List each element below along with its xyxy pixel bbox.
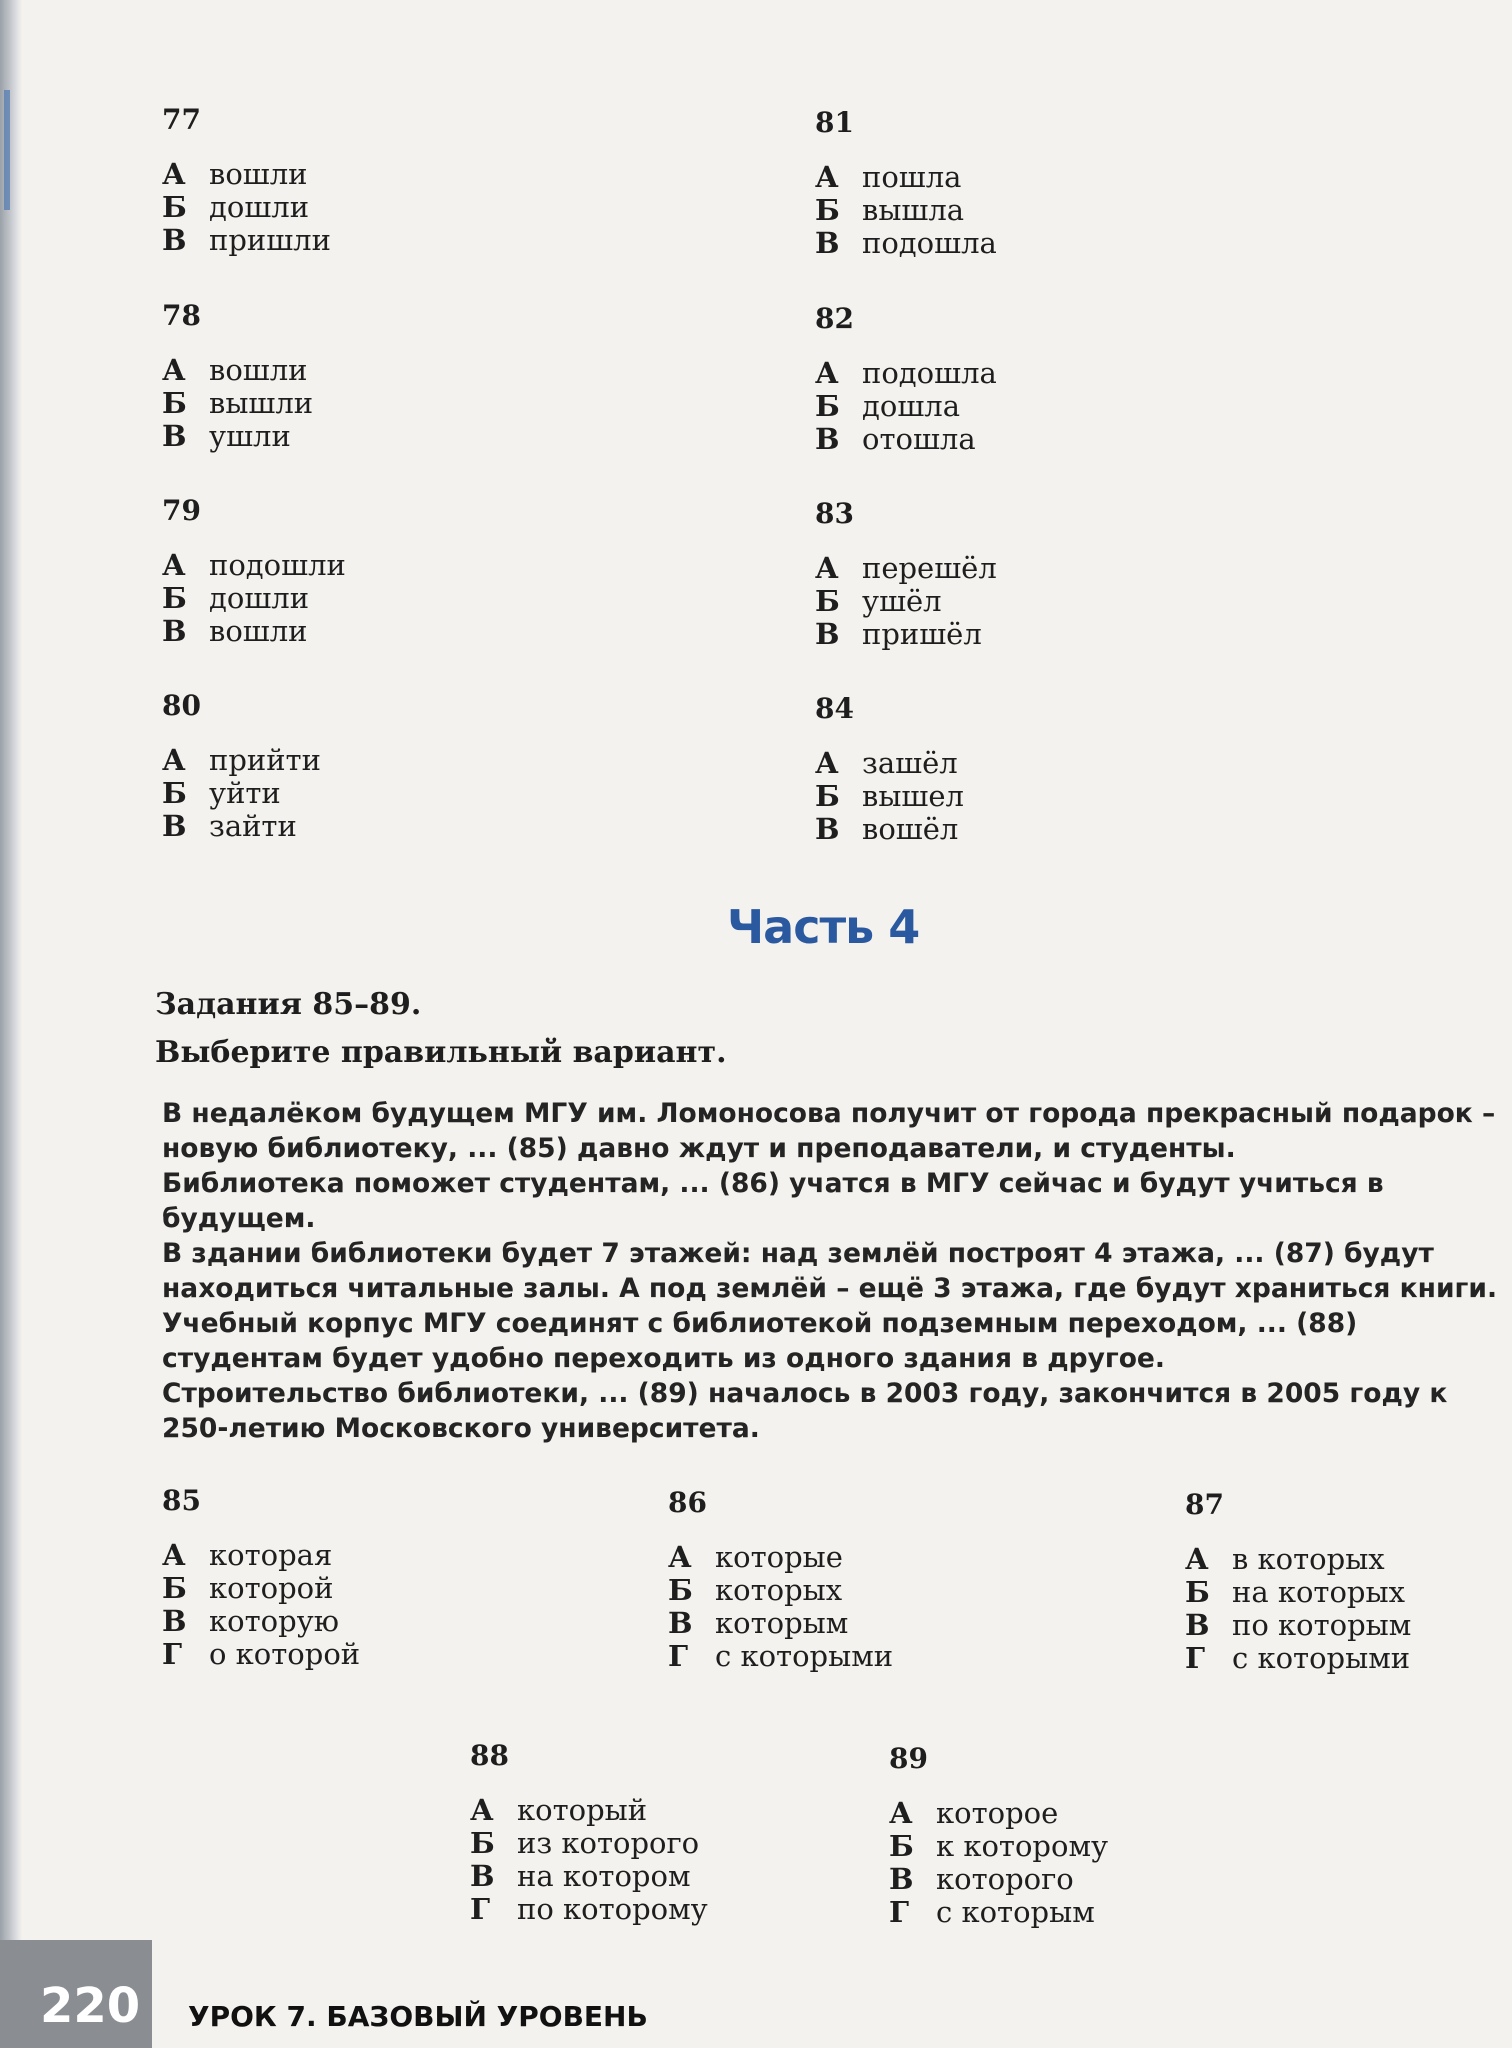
question-80 xyxy=(162,689,321,843)
option-letter: В xyxy=(162,419,187,453)
page-number: 220 xyxy=(40,1978,141,2034)
option-text: ушёл xyxy=(862,584,942,618)
question-number: 82 xyxy=(815,302,854,335)
option-letter: Б xyxy=(162,386,187,420)
option-text: которое xyxy=(936,1796,1059,1830)
option-letter: Б xyxy=(470,1826,495,1860)
section-heading xyxy=(155,981,727,1077)
answer-option[interactable] xyxy=(162,420,313,453)
answer-option[interactable] xyxy=(889,1830,1108,1863)
answer-option[interactable] xyxy=(815,618,997,651)
passage-paragraph: В здании библиотеки будет 7 этажей: над землёй построят 4 этажа, ... (87) будут находиться читальные залы. А под землёй – ещё 3 этажа, где будут храниться книги. xyxy=(162,1238,1498,1304)
answer-option[interactable] xyxy=(815,357,997,390)
option-text: на котором xyxy=(517,1859,691,1893)
question-84 xyxy=(815,692,964,846)
option-text: вошли xyxy=(209,353,308,387)
option-text: по которым xyxy=(1232,1608,1412,1642)
reading-passage xyxy=(162,1096,1502,1446)
option-text: к которому xyxy=(936,1829,1109,1863)
question-88 xyxy=(470,1739,708,1926)
option-letter: А xyxy=(815,356,839,390)
option-letter: В xyxy=(162,223,187,257)
answer-option[interactable] xyxy=(815,227,997,260)
answer-option[interactable] xyxy=(1185,1609,1411,1642)
answer-option[interactable] xyxy=(470,1794,708,1827)
option-text: о которой xyxy=(209,1637,361,1671)
option-text: пришёл xyxy=(862,617,982,651)
question-79 xyxy=(162,494,346,648)
option-letter: А xyxy=(815,746,839,780)
option-letter: А xyxy=(668,1540,692,1574)
option-letter: В xyxy=(815,617,840,651)
question-82 xyxy=(815,302,997,456)
option-text: на которых xyxy=(1232,1575,1405,1609)
option-letter: Б xyxy=(162,581,187,615)
option-letter: А xyxy=(470,1793,494,1827)
option-text: которых xyxy=(715,1573,843,1607)
option-letter: А xyxy=(889,1796,913,1830)
question-78 xyxy=(162,299,313,453)
option-text: зашёл xyxy=(862,746,958,780)
option-text: которой xyxy=(209,1571,334,1605)
option-letter: Б xyxy=(668,1573,693,1607)
answer-option[interactable] xyxy=(162,1539,360,1572)
answer-option[interactable] xyxy=(162,582,346,615)
question-87 xyxy=(1185,1488,1411,1675)
option-letter: А xyxy=(162,157,186,191)
option-letter: В xyxy=(162,809,187,843)
option-letter: В xyxy=(815,812,840,846)
answer-option[interactable] xyxy=(470,1893,708,1926)
option-letter: А xyxy=(815,160,839,194)
question-77 xyxy=(162,103,331,257)
option-letter: Б xyxy=(889,1829,914,1863)
passage-paragraph: В недалёком будущем МГУ им. Ломоносова получит от города прекрасный подарок – новую библиотеку, ... (85) давно ждут и преподаватели, и студенты. xyxy=(162,1098,1496,1164)
answer-option[interactable] xyxy=(1185,1642,1411,1675)
option-letter: Б xyxy=(162,1571,187,1605)
option-text: с которыми xyxy=(715,1639,894,1673)
answer-option[interactable] xyxy=(162,810,321,843)
option-text: дошла xyxy=(862,389,960,423)
option-letter: Г xyxy=(889,1895,910,1929)
option-letter: Б xyxy=(815,779,840,813)
answer-option[interactable] xyxy=(470,1827,708,1860)
option-letter: В xyxy=(815,226,840,260)
option-text: пришли xyxy=(209,223,331,257)
answer-option[interactable] xyxy=(470,1860,708,1893)
option-letter: Б xyxy=(162,776,187,810)
question-number: 85 xyxy=(162,1484,201,1517)
option-letter: А xyxy=(162,1538,186,1572)
passage-paragraph: Строительство библиотеки, ... (89) началось в 2003 году, закончится в 2005 году к 250-летию Московского университета. xyxy=(162,1378,1448,1444)
passage-paragraph: Библиотека поможет студентам, ... (86) учатся в МГУ сейчас и будут учиться в будущем. xyxy=(162,1168,1384,1234)
option-letter: Г xyxy=(470,1892,491,1926)
option-text: перешёл xyxy=(862,551,997,585)
question-number: 79 xyxy=(162,494,201,527)
option-text: пошла xyxy=(862,160,962,194)
answer-option[interactable] xyxy=(162,744,321,777)
option-letter: Б xyxy=(815,389,840,423)
option-text: которого xyxy=(936,1862,1074,1896)
question-85 xyxy=(162,1484,360,1671)
option-text: подошла xyxy=(862,226,997,260)
question-number: 87 xyxy=(1185,1488,1224,1521)
answer-option[interactable] xyxy=(162,387,313,420)
answer-option[interactable] xyxy=(668,1640,893,1673)
option-text: с которыми xyxy=(1232,1641,1411,1675)
option-letter: Г xyxy=(162,1637,183,1671)
answer-option[interactable] xyxy=(889,1797,1108,1830)
question-89 xyxy=(889,1742,1108,1929)
option-text: которым xyxy=(715,1606,849,1640)
option-letter: Б xyxy=(815,193,840,227)
answer-option[interactable] xyxy=(162,191,331,224)
question-86 xyxy=(668,1486,893,1673)
option-text: в которых xyxy=(1232,1542,1385,1576)
option-text: прийти xyxy=(209,743,321,777)
answer-option[interactable] xyxy=(815,552,997,585)
question-81 xyxy=(815,106,997,260)
answer-option[interactable] xyxy=(815,423,997,456)
option-text: ушли xyxy=(209,419,291,453)
running-footer-title: УРОК 7. БАЗОВЫЙ УРОВЕНЬ xyxy=(188,2000,648,2033)
question-number: 89 xyxy=(889,1742,928,1775)
option-letter: А xyxy=(1185,1542,1209,1576)
option-text: дошли xyxy=(209,190,310,224)
option-letter: Б xyxy=(1185,1575,1210,1609)
answer-option[interactable] xyxy=(815,390,997,423)
question-number: 83 xyxy=(815,497,854,530)
answer-option[interactable] xyxy=(815,780,964,813)
option-letter: А xyxy=(162,548,186,582)
answer-option[interactable] xyxy=(668,1607,893,1640)
answer-option[interactable] xyxy=(162,549,346,582)
question-number: 77 xyxy=(162,103,201,136)
option-text: уйти xyxy=(209,776,281,810)
option-text: вошли xyxy=(209,614,308,648)
option-text: подошли xyxy=(209,548,346,582)
answer-option[interactable] xyxy=(1185,1576,1411,1609)
answer-option[interactable] xyxy=(815,585,997,618)
option-letter: В xyxy=(162,1604,187,1638)
part-title: Часть 4 xyxy=(727,900,920,954)
option-text: которая xyxy=(209,1538,333,1572)
option-letter: В xyxy=(470,1859,495,1893)
answer-option[interactable] xyxy=(162,1605,360,1638)
answer-option[interactable] xyxy=(815,813,964,846)
option-letter: В xyxy=(668,1606,693,1640)
question-number: 86 xyxy=(668,1486,707,1519)
option-text: которую xyxy=(209,1604,339,1638)
section-instruction: Выберите правильный вариант. xyxy=(155,1035,727,1070)
option-letter: Г xyxy=(1185,1641,1206,1675)
option-letter: Б xyxy=(815,584,840,618)
question-83 xyxy=(815,497,997,651)
option-text: отошла xyxy=(862,422,976,456)
answer-option[interactable] xyxy=(162,1638,360,1671)
answer-option[interactable] xyxy=(815,194,997,227)
answer-option[interactable] xyxy=(668,1574,893,1607)
option-letter: В xyxy=(162,614,187,648)
book-spine-shadow xyxy=(0,0,22,2048)
answer-option[interactable] xyxy=(1185,1543,1411,1576)
option-letter: Б xyxy=(162,190,187,224)
option-text: из которого xyxy=(517,1826,700,1860)
option-letter: А xyxy=(162,743,186,777)
answer-option[interactable] xyxy=(162,158,331,191)
option-text: вошёл xyxy=(862,812,959,846)
answer-option[interactable] xyxy=(889,1863,1108,1896)
option-text: зайти xyxy=(209,809,297,843)
spine-bookmark-strip xyxy=(4,90,10,210)
option-text: с которым xyxy=(936,1895,1095,1929)
answer-option[interactable] xyxy=(889,1896,1108,1929)
option-letter: А xyxy=(162,353,186,387)
answer-option[interactable] xyxy=(162,1572,360,1605)
answer-option[interactable] xyxy=(162,224,331,257)
option-text: вышел xyxy=(862,779,964,813)
option-text: вышла xyxy=(862,193,965,227)
question-number: 88 xyxy=(470,1739,509,1772)
option-text: вышли xyxy=(209,386,314,420)
question-number: 84 xyxy=(815,692,854,725)
option-text: подошла xyxy=(862,356,997,390)
answer-option[interactable] xyxy=(815,161,997,194)
option-text: дошли xyxy=(209,581,310,615)
question-number: 80 xyxy=(162,689,201,722)
option-letter: В xyxy=(889,1862,914,1896)
question-number: 81 xyxy=(815,106,854,139)
option-letter: В xyxy=(815,422,840,456)
option-text: по которому xyxy=(517,1892,708,1926)
answer-option[interactable] xyxy=(815,747,964,780)
passage-paragraph: Учебный корпус МГУ соединят с библиотекой подземным переходом, ... (88) студентам будет удобно переходить из одного здания в другое. xyxy=(162,1308,1358,1374)
option-text: вошли xyxy=(209,157,308,191)
answer-option[interactable] xyxy=(162,777,321,810)
section-title: Задания 85–89. xyxy=(155,987,422,1022)
option-letter: Г xyxy=(668,1639,689,1673)
answer-option[interactable] xyxy=(162,615,346,648)
question-number: 78 xyxy=(162,299,201,332)
answer-option[interactable] xyxy=(668,1541,893,1574)
answer-option[interactable] xyxy=(162,354,313,387)
option-letter: В xyxy=(1185,1608,1210,1642)
option-text: которые xyxy=(715,1540,843,1574)
option-letter: А xyxy=(815,551,839,585)
option-text: который xyxy=(517,1793,648,1827)
